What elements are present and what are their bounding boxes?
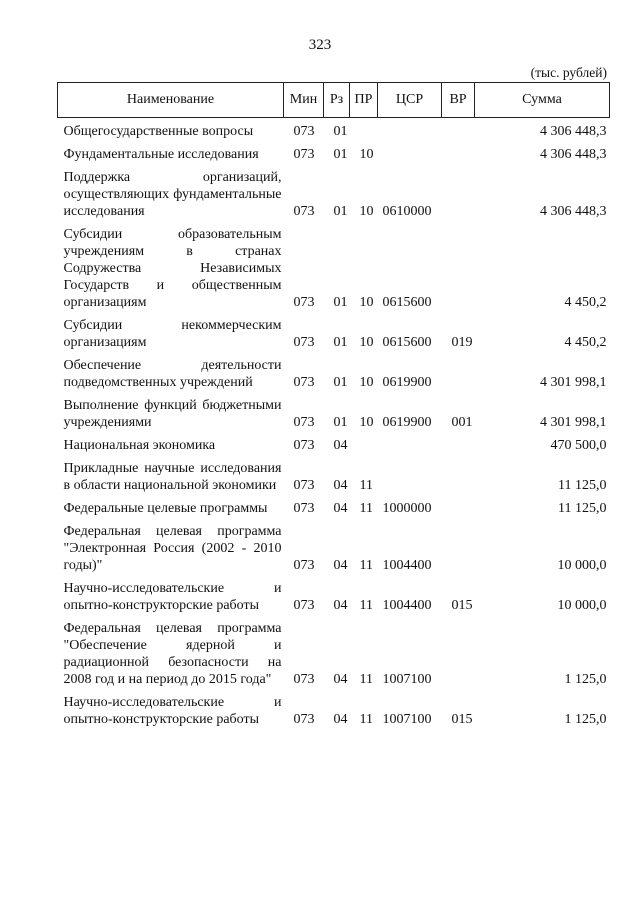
cell-min: 073 [293,375,315,390]
cell-min: 073 [293,147,315,162]
budget-table [57,82,610,734]
table-row [58,523,610,580]
cell-min: 073 [293,478,315,493]
cell-sum: 10 000,0 [557,558,607,573]
table-row [58,580,610,620]
cell-min: 073 [293,672,315,687]
cell-rz: 04 [333,438,348,453]
cell-sum: 1 125,0 [564,672,607,687]
table-header-row [58,83,610,118]
cell-min: 073 [293,124,315,139]
cell-pr: 10 [359,147,374,162]
cell-pr: 10 [359,415,374,430]
header-name: Наименование [58,83,284,118]
table-row [58,357,610,397]
cell-min: 073 [293,335,315,350]
cell-rz: 04 [333,558,348,573]
cell-rz: 01 [333,415,348,430]
cell-vr [442,226,475,317]
cell-csr: 0619900 [382,375,432,390]
header-rz: Рз [324,83,350,118]
cell-vr [442,169,475,226]
cell-sum: 11 125,0 [558,478,607,493]
cell-name: Прикладные научные исследования в области национальной экономики [63,461,282,493]
cell-sum: 1 125,0 [564,712,607,727]
cell-pr: 11 [359,672,373,687]
cell-name: Федеральные целевые программы [63,501,268,516]
cell-csr [378,460,442,500]
cell-csr: 1004400 [382,558,432,573]
cell-rz: 01 [333,147,348,162]
cell-vr [442,523,475,580]
page-number: 323 [308,37,332,53]
cell-pr: 11 [359,558,373,573]
cell-rz: 01 [333,375,348,390]
cell-vr [442,146,475,169]
cell-min: 073 [293,712,315,727]
cell-csr: 0619900 [382,415,432,430]
cell-sum: 4 306 448,3 [540,147,607,162]
cell-pr: 11 [359,712,373,727]
cell-vr [442,437,475,460]
cell-csr: 1004400 [382,598,432,613]
table-row [58,118,610,147]
cell-sum: 4 306 448,3 [540,124,607,139]
table-row [58,460,610,500]
cell-rz: 04 [333,672,348,687]
header-sum: Сумма [475,83,610,118]
cell-sum: 4 301 998,1 [540,375,607,390]
cell-csr [378,146,442,169]
cell-csr: 1007100 [382,672,432,687]
cell-name: Субсидии некоммерческим организациям [63,318,282,350]
cell-name: Национальная экономика [63,438,216,453]
units-label: (тыс. рублей) [530,65,607,80]
cell-vr: 019 [451,335,473,350]
cell-csr: 1000000 [382,501,432,516]
header-min: Мин [284,83,324,118]
cell-min: 073 [293,295,315,310]
cell-csr: 1007100 [382,712,432,727]
cell-vr [442,357,475,397]
table-row [58,620,610,694]
cell-sum: 11 125,0 [558,501,607,516]
cell-pr: 10 [359,375,374,390]
header-csr: ЦСР [378,83,442,118]
cell-pr [350,118,378,147]
cell-name: Научно-исследовательские и опытно-конструкторские работы [63,695,282,727]
cell-vr: 015 [451,598,473,613]
header-vr: ВР [442,83,475,118]
cell-sum: 4 301 998,1 [540,415,607,430]
cell-rz: 04 [333,598,348,613]
cell-min: 073 [293,438,315,453]
cell-min: 073 [293,415,315,430]
cell-csr [378,118,442,147]
table-row [58,226,610,317]
cell-min: 073 [293,558,315,573]
cell-name: Федеральная целевая программа "Обеспечение ядерной и радиационной безопасности на 2008 год и на период до 2015 года" [63,621,282,687]
table-row [58,146,610,169]
cell-name: Обеспечение деятельности подведомственных учреждений [63,358,282,390]
table-row [58,397,610,437]
cell-min: 073 [293,501,315,516]
cell-pr: 11 [359,478,373,493]
cell-csr: 0610000 [382,204,432,219]
cell-name: Поддержка организаций, осуществляющих фундаментальные исследования [63,170,282,219]
cell-pr: 10 [359,204,374,219]
table-row [58,437,610,460]
cell-rz: 01 [333,204,348,219]
cell-rz: 04 [333,501,348,516]
header-pr: ПР [350,83,378,118]
cell-rz: 01 [333,295,348,310]
cell-rz: 04 [333,712,348,727]
cell-csr: 0615600 [382,295,432,310]
table-row [58,500,610,523]
cell-pr: 11 [359,501,373,516]
cell-name: Субсидии образовательным учреждениям в странах Содружества Независимых Государств и общественным организациям [63,227,282,310]
cell-vr [442,118,475,147]
cell-min: 073 [293,204,315,219]
cell-vr [442,460,475,500]
cell-rz: 01 [333,335,348,350]
cell-rz: 04 [333,478,348,493]
cell-rz: 01 [333,124,348,139]
cell-pr [350,437,378,460]
cell-sum: 470 500,0 [550,438,607,453]
cell-pr: 10 [359,335,374,350]
table-row [58,694,610,734]
cell-name: Научно-исследовательские и опытно-конструкторские работы [63,581,282,613]
cell-csr: 0615600 [382,335,432,350]
cell-sum: 10 000,0 [557,598,607,613]
cell-name: Выполнение функций бюджетными учреждениями [63,398,282,430]
cell-csr [378,437,442,460]
table-row [58,317,610,357]
cell-sum: 4 306 448,3 [540,204,607,219]
cell-sum: 4 450,2 [564,335,607,350]
cell-name: Федеральная целевая программа "Электронная Россия (2002 - 2010 годы)" [63,524,282,573]
cell-vr: 001 [451,415,473,430]
cell-name: Фундаментальные исследования [63,147,259,162]
cell-pr: 11 [359,598,373,613]
cell-vr [442,620,475,694]
cell-min: 073 [293,598,315,613]
cell-sum: 4 450,2 [564,295,607,310]
cell-vr [442,500,475,523]
cell-pr: 10 [359,295,374,310]
cell-name: Общегосударственные вопросы [63,124,254,139]
table-row [58,169,610,226]
cell-vr: 015 [451,712,473,727]
